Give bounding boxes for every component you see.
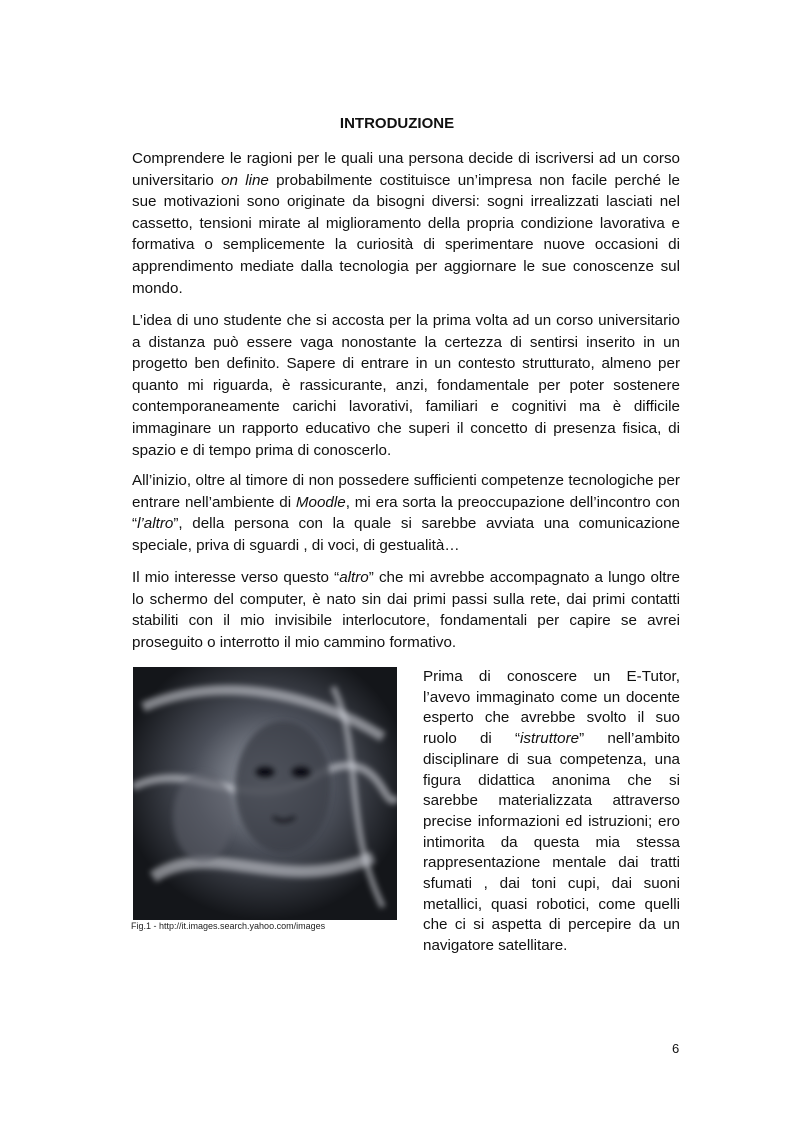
paragraph-3-text-c: ”, della persona con la quale si sarebbe avviata una comunicazione speciale, priva di sguardi , di voci, di gestualità… (132, 515, 680, 554)
paragraph-4-text-b: ” che mi avrebbe accompagnato a lungo oltre lo schermo del computer, è nato sin dai primi passi sulla rete, dai primi contatti stabiliti con il mio invisibile interlocutore, fondamentali per capire se avrei proseguito o interrotto il mio cammino formativo. (132, 569, 680, 651)
paragraph-3-text-a: All’inizio, oltre al timore di non possedere sufficienti competenze tecnologiche per entrare nell’ambiente di (132, 472, 680, 511)
paragraph-1 (132, 148, 680, 299)
paragraph-4-text-a: Il mio interesse verso questo “ (132, 569, 340, 586)
side-paragraph-text-a: Prima di conoscere un E-Tutor, l’avevo immaginato come un docente esperto che avrebbe svolto il suo ruolo di “ (423, 668, 680, 748)
figure-caption: Fig.1 - http://it.images.search.yahoo.com/images (131, 921, 326, 931)
page-number: 6 (672, 1041, 680, 1056)
paragraph-1-text-a: Comprendere le ragioni per le quali una persona decide di iscriversi ad un corso universitario (132, 150, 680, 189)
paragraph-3-text-b: , mi era sorta la preoccupazione dell’incontro con “ (132, 493, 680, 533)
paragraph-1-text-b: probabilmente costituisce un’impresa non facile perché le sue motivazioni sono originate da bisogni diversi: sogni irrealizzati lasciati nel cassetto, tensioni mirate al miglioramento della propria condizione lavorativa e formativa o semplicemente la curiosità di sperimentare nuove occasioni di apprendimento mediate dalla tecnologia per aggiornare le sue conoscenze sul mondo. (132, 171, 680, 297)
abstract-face-illustration (133, 667, 397, 920)
paragraph-2: L’idea di uno studente che si accosta per la prima volta ad un corso universitario a distanza può essere vaga nonostante la certezza di sentirsi inserito in un progetto ben definito. Sapere di entrare in un contesto strutturato, almeno per quanto mi riguarda, è rassicurante, anzi, fondamentale per poter sostenere contemporaneamente carichi lavorativi, familiari e cognitivi ma è difficile immaginare un rapporto educativo che superi il concetto di presenza fisica, di spazio e di tempo prima di conoscerlo. (132, 312, 680, 459)
paragraph-4 (132, 567, 680, 653)
page-title: INTRODUZIONE (339, 115, 455, 132)
side-paragraph-emphasis: istruttore (520, 730, 580, 748)
figure-image (133, 667, 397, 920)
side-paragraph-text-b: ” nell’ambito disciplinare di sua competenza, una figura didattica anonima che si sarebbe materializzata attraverso precise informazioni ed istruzioni; ero intimorita da questa mia stessa rappresentazione mentale dai tratti sfumati , dai toni cupi, dai suoni metallici, quasi robotici, come quelli che ci si aspetta di percepire da un navigatore satellitare. (423, 730, 680, 955)
side-paragraph (423, 667, 680, 957)
paragraph-4-emphasis: altro (339, 569, 369, 586)
paragraph-1-emphasis: on line (221, 171, 269, 189)
paragraph-3-emphasis-moodle: Moodle (295, 493, 346, 511)
paragraph-3 (132, 470, 680, 556)
paragraph-3-emphasis-altro: l’altro (137, 515, 174, 533)
